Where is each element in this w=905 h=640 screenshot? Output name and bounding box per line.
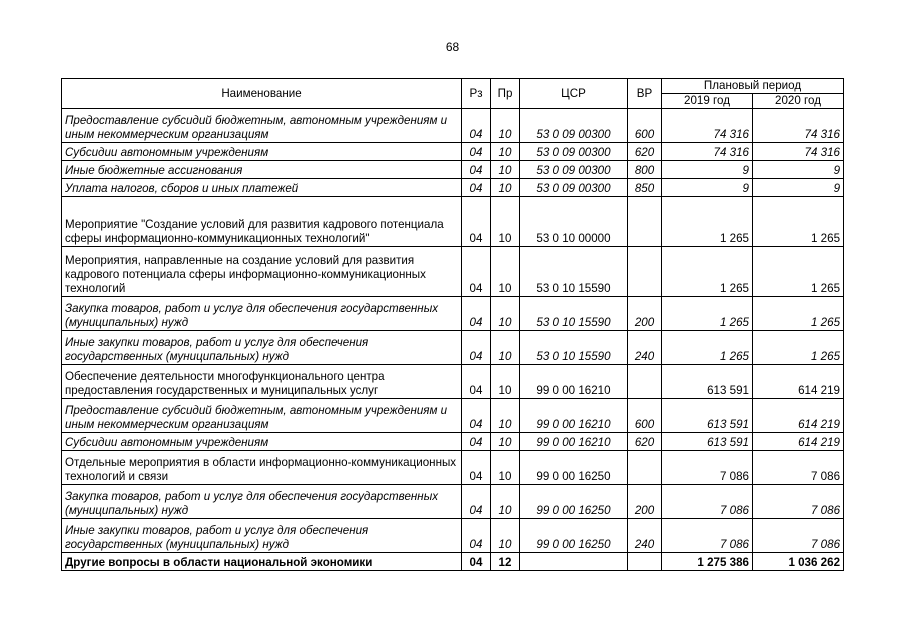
cell-pr: 10: [491, 247, 520, 297]
cell-2019: 613 591: [662, 433, 753, 451]
cell-rz: 04: [462, 331, 491, 365]
budget-table: [61, 78, 844, 571]
cell-2019: 7 086: [662, 519, 753, 553]
table-row: [62, 109, 844, 143]
cell-csr: 99 0 00 16210: [520, 365, 628, 399]
cell-2020: 1 036 262: [753, 553, 844, 571]
cell-2019: 9: [662, 161, 753, 179]
cell-2019: 74 316: [662, 109, 753, 143]
cell-pr: 10: [491, 433, 520, 451]
cell-name: Иные закупки товаров, работ и услуг для обеспечения государственных (муниципальных) нужд: [62, 331, 462, 365]
cell-vr: 600: [628, 109, 662, 143]
cell-2019: 9: [662, 179, 753, 197]
table-row: [62, 179, 844, 197]
header-vr: ВР: [628, 79, 662, 109]
cell-csr: [520, 553, 628, 571]
cell-name: Иные бюджетные ассигнования: [62, 161, 462, 179]
cell-rz: 04: [462, 197, 491, 247]
cell-name: Уплата налогов, сборов и иных платежей: [62, 179, 462, 197]
cell-vr: 600: [628, 399, 662, 433]
cell-vr: 620: [628, 433, 662, 451]
cell-2019: 613 591: [662, 365, 753, 399]
cell-2019: 613 591: [662, 399, 753, 433]
cell-name: Субсидии автономным учреждениям: [62, 143, 462, 161]
cell-rz: 04: [462, 433, 491, 451]
table-row: [62, 399, 844, 433]
cell-2019: 1 275 386: [662, 553, 753, 571]
cell-2019: 1 265: [662, 297, 753, 331]
cell-rz: 04: [462, 247, 491, 297]
cell-2019: 7 086: [662, 451, 753, 485]
table-row: [62, 433, 844, 451]
cell-pr: 10: [491, 161, 520, 179]
cell-vr: [628, 247, 662, 297]
cell-name: Другие вопросы в области национальной экономики: [62, 553, 462, 571]
cell-name: Предоставление субсидий бюджетным, автономным учреждениям и иным некоммерческим организациям: [62, 399, 462, 433]
cell-2020: 9: [753, 161, 844, 179]
cell-csr: 99 0 00 16210: [520, 433, 628, 451]
cell-pr: 10: [491, 197, 520, 247]
cell-name: Мероприятия, направленные на создание условий для развития кадрового потенциала сферы информационно-коммуникационных технологий: [62, 247, 462, 297]
page-number: 68: [445, 40, 460, 54]
cell-rz: 04: [462, 519, 491, 553]
cell-rz: 04: [462, 399, 491, 433]
table-row: [62, 485, 844, 519]
cell-name: Предоставление субсидий бюджетным, автономным учреждениям и иным некоммерческим организациям: [62, 109, 462, 143]
cell-pr: 10: [491, 109, 520, 143]
cell-2019: 1 265: [662, 331, 753, 365]
cell-2020: 7 086: [753, 451, 844, 485]
cell-name: Мероприятие "Создание условий для развития кадрового потенциала сферы информационно-коммуникационных технологий": [62, 197, 462, 247]
table-row: [62, 519, 844, 553]
cell-pr: 10: [491, 297, 520, 331]
cell-rz: 04: [462, 365, 491, 399]
cell-name: Отдельные мероприятия в области информационно-коммуникационных технологий и связи: [62, 451, 462, 485]
cell-name: Закупка товаров, работ и услуг для обеспечения государственных (муниципальных) нужд: [62, 485, 462, 519]
cell-2020: 614 219: [753, 433, 844, 451]
cell-2019: 1 265: [662, 247, 753, 297]
cell-pr: 10: [491, 331, 520, 365]
cell-name: Закупка товаров, работ и услуг для обеспечения государственных (муниципальных) нужд: [62, 297, 462, 331]
cell-csr: 99 0 00 16250: [520, 485, 628, 519]
cell-vr: 240: [628, 331, 662, 365]
cell-csr: 53 0 10 15590: [520, 297, 628, 331]
cell-vr: [628, 553, 662, 571]
cell-pr: 10: [491, 485, 520, 519]
cell-2019: 1 265: [662, 197, 753, 247]
cell-rz: 04: [462, 451, 491, 485]
cell-pr: 10: [491, 451, 520, 485]
cell-csr: 53 0 10 15590: [520, 247, 628, 297]
table-row: [62, 365, 844, 399]
table-body: [62, 109, 844, 571]
cell-csr: 53 0 09 00300: [520, 161, 628, 179]
cell-2020: 74 316: [753, 109, 844, 143]
cell-2020: 614 219: [753, 365, 844, 399]
table-row: [62, 297, 844, 331]
cell-csr: 53 0 09 00300: [520, 179, 628, 197]
table-row: [62, 553, 844, 571]
cell-csr: 53 0 09 00300: [520, 109, 628, 143]
header-pr: Пр: [491, 79, 520, 109]
cell-2020: 7 086: [753, 519, 844, 553]
table-row: [62, 451, 844, 485]
cell-pr: 10: [491, 365, 520, 399]
cell-rz: 04: [462, 161, 491, 179]
cell-csr: 99 0 00 16250: [520, 519, 628, 553]
cell-pr: 10: [491, 519, 520, 553]
header-plan-period: Плановый период: [662, 79, 844, 94]
cell-rz: 04: [462, 297, 491, 331]
cell-2019: 7 086: [662, 485, 753, 519]
cell-rz: 04: [462, 179, 491, 197]
cell-name: Иные закупки товаров, работ и услуг для обеспечения государственных (муниципальных) нужд: [62, 519, 462, 553]
cell-vr: 800: [628, 161, 662, 179]
table-row: [62, 143, 844, 161]
cell-2020: 1 265: [753, 331, 844, 365]
cell-2020: 7 086: [753, 485, 844, 519]
cell-vr: 200: [628, 485, 662, 519]
cell-csr: 53 0 09 00300: [520, 143, 628, 161]
cell-pr: 10: [491, 399, 520, 433]
cell-2020: 1 265: [753, 247, 844, 297]
cell-2020: 614 219: [753, 399, 844, 433]
cell-csr: 99 0 00 16250: [520, 451, 628, 485]
cell-csr: 99 0 00 16210: [520, 399, 628, 433]
cell-pr: 12: [491, 553, 520, 571]
cell-vr: 620: [628, 143, 662, 161]
table-row: [62, 197, 844, 247]
cell-name: Субсидии автономным учреждениям: [62, 433, 462, 451]
table-row: [62, 247, 844, 297]
cell-pr: 10: [491, 179, 520, 197]
cell-2020: 74 316: [753, 143, 844, 161]
header-year-2020: 2020 год: [753, 94, 844, 109]
cell-pr: 10: [491, 143, 520, 161]
cell-vr: 850: [628, 179, 662, 197]
cell-vr: 200: [628, 297, 662, 331]
cell-csr: 53 0 10 15590: [520, 331, 628, 365]
header-year-2019: 2019 год: [662, 94, 753, 109]
cell-2020: 9: [753, 179, 844, 197]
cell-name: Обеспечение деятельности многофункционального центра предоставления государственных и муниципальных услуг: [62, 365, 462, 399]
table-header: [62, 79, 844, 109]
cell-rz: 04: [462, 109, 491, 143]
table-row: [62, 161, 844, 179]
table-row: [62, 331, 844, 365]
cell-rz: 04: [462, 143, 491, 161]
header-rz: Рз: [462, 79, 491, 109]
cell-rz: 04: [462, 485, 491, 519]
cell-vr: 240: [628, 519, 662, 553]
header-name: Наименование: [62, 79, 462, 109]
cell-vr: [628, 197, 662, 247]
cell-2019: 74 316: [662, 143, 753, 161]
cell-2020: 1 265: [753, 197, 844, 247]
cell-vr: [628, 451, 662, 485]
cell-rz: 04: [462, 553, 491, 571]
header-csr: ЦСР: [520, 79, 628, 109]
cell-2020: 1 265: [753, 297, 844, 331]
cell-vr: [628, 365, 662, 399]
cell-csr: 53 0 10 00000: [520, 197, 628, 247]
